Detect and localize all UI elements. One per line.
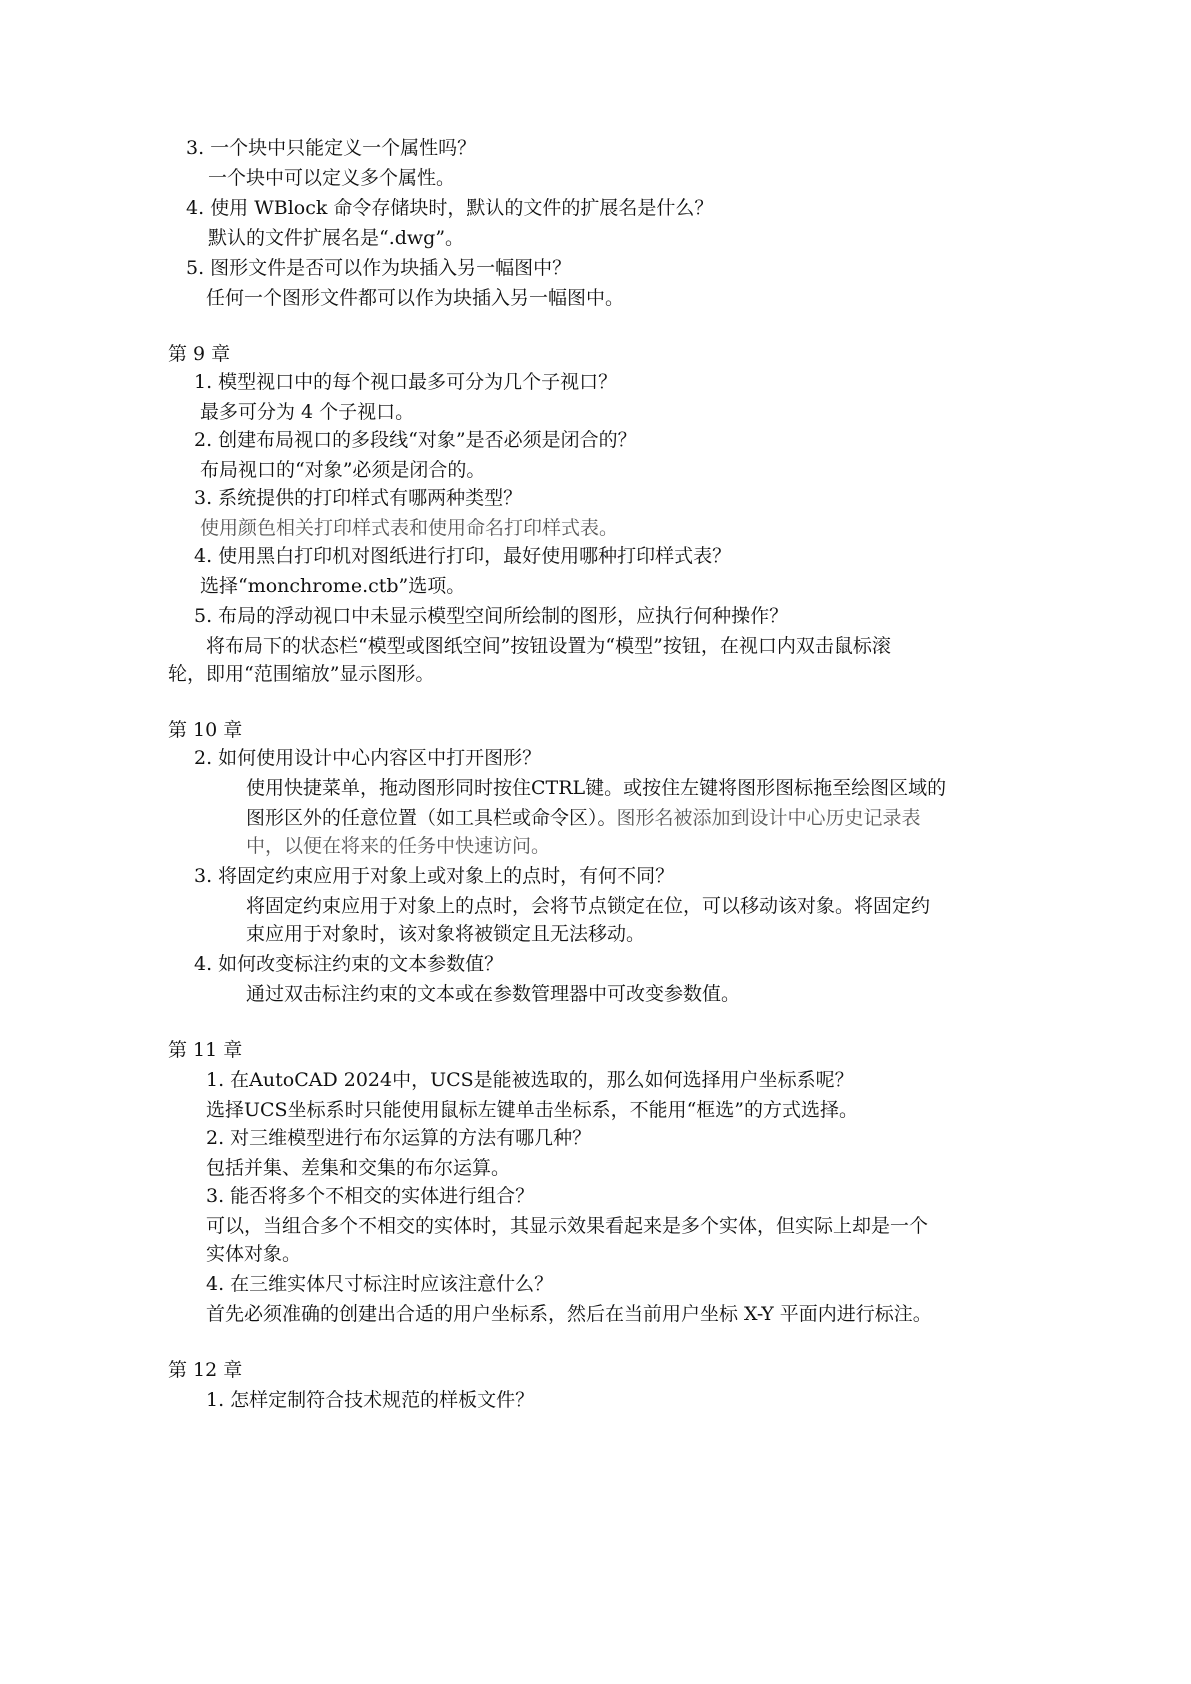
- ch10-answer-2-line1: 使用快捷菜单，拖动图形同时按住CTRL键。或按住左键将图形图标拖至绘图区域的: [246, 777, 947, 799]
- ch9-question-1: 1. 模型视口中的每个视口最多可分为几个子视口？: [194, 371, 618, 393]
- question-4: 4. 使用 WBlock 命令存储块时，默认的文件的扩展名是什么？: [186, 197, 714, 219]
- ch9-question-2: 2. 创建布局视口的多段线“对象”是否必须是闭合的？: [194, 429, 637, 451]
- ch9-answer-4: 选择“monchrome.ctb”选项。: [200, 575, 466, 597]
- ch11-answer-4: 首先必须准确的创建出合适的用户坐标系，然后在当前用户坐标 X-Y 平面内进行标注。: [206, 1303, 932, 1325]
- ch10-question-4: 4. 如何改变标注约束的文本参数值？: [194, 953, 504, 975]
- ch9-answer-5-line2: 轮，即用“范围缩放”显示图形。: [168, 663, 435, 685]
- ch10-answer-3-line1: 将固定约束应用于对象上的点时，会将节点锁定在位，可以移动该对象。将固定约: [246, 895, 931, 917]
- ch9-answer-2: 布局视口的“对象”必须是闭合的。: [200, 459, 486, 481]
- chapter-12-title: 第 12 章: [168, 1359, 243, 1381]
- ch10-answer-2-line2-part1: 图形区外的任意位置（如工具栏或命令区）。: [246, 807, 617, 829]
- ch9-question-4: 4. 使用黑白打印机对图纸进行打印，最好使用哪种打印样式表？: [194, 545, 732, 567]
- ch9-question-3: 3. 系统提供的打印样式有哪两种类型？: [194, 487, 523, 509]
- question-3: 3. 一个块中只能定义一个属性吗？: [186, 137, 477, 159]
- ch10-answer-2-line2-part2: 图形名被添加到设计中心历史记录表: [616, 807, 921, 829]
- ch11-answer-2: 包括并集、差集和交集的布尔运算。: [206, 1157, 511, 1179]
- ch9-question-5: 5. 布局的浮动视口中未显示模型空间所绘制的图形，应执行何种操作？: [194, 605, 789, 627]
- ch9-answer-5-line1: 将布局下的状态栏“模型或图纸空间”按钮设置为“模型”按钮，在视口内双击鼠标滚: [206, 635, 891, 657]
- ch10-answer-4: 通过双击标注约束的文本或在参数管理器中可改变参数值。: [246, 983, 741, 1005]
- ch11-question-2: 2. 对三维模型进行布尔运算的方法有哪几种？: [206, 1127, 592, 1149]
- ch11-question-4: 4. 在三维实体尺寸标注时应该注意什么？: [206, 1273, 554, 1295]
- ch12-question-1: 1. 怎样定制符合技术规范的样板文件？: [206, 1389, 535, 1411]
- ch10-answer-2-line2: [246, 804, 921, 832]
- ch11-question-1: 1. 在AutoCAD 2024中，UCS是能被选取的，那么如何选择用户坐标系呢？: [206, 1069, 854, 1091]
- answer-4: 默认的文件扩展名是“.dwg”。: [208, 227, 465, 249]
- ch9-answer-1: 最多可分为 4 个子视口。: [200, 401, 415, 423]
- ch11-answer-3-line2: 实体对象。: [206, 1243, 302, 1265]
- ch10-answer-2-line3: 中，以便在将来的任务中快速访问。: [246, 835, 551, 857]
- ch11-answer-3-line1: 可以，当组合多个不相交的实体时，其显示效果看起来是多个实体，但实际上却是一个: [206, 1215, 929, 1237]
- question-5: 5. 图形文件是否可以作为块插入另一幅图中？: [186, 257, 572, 279]
- answer-3: 一个块中可以定义多个属性。: [208, 167, 456, 189]
- chapter-9-title: 第 9 章: [168, 343, 231, 365]
- ch10-answer-3-line2: 束应用于对象时，该对象将被锁定且无法移动。: [246, 923, 646, 945]
- ch11-answer-1: 选择UCS坐标系时只能使用鼠标左键单击坐标系，不能用“框选”的方式选择。: [206, 1099, 858, 1121]
- ch9-answer-3: 使用颜色相关打印样式表和使用命名打印样式表。: [200, 517, 619, 539]
- chapter-10-title: 第 10 章: [168, 719, 243, 741]
- chapter-11-title: 第 11 章: [168, 1039, 243, 1061]
- answer-5: 任何一个图形文件都可以作为块插入另一幅图中。: [206, 287, 625, 309]
- ch11-question-3: 3. 能否将多个不相交的实体进行组合？: [206, 1185, 535, 1207]
- ch10-question-3: 3. 将固定约束应用于对象上或对象上的点时，有何不同？: [194, 865, 675, 887]
- ch10-question-2: 2. 如何使用设计中心内容区中打开图形？: [194, 747, 542, 769]
